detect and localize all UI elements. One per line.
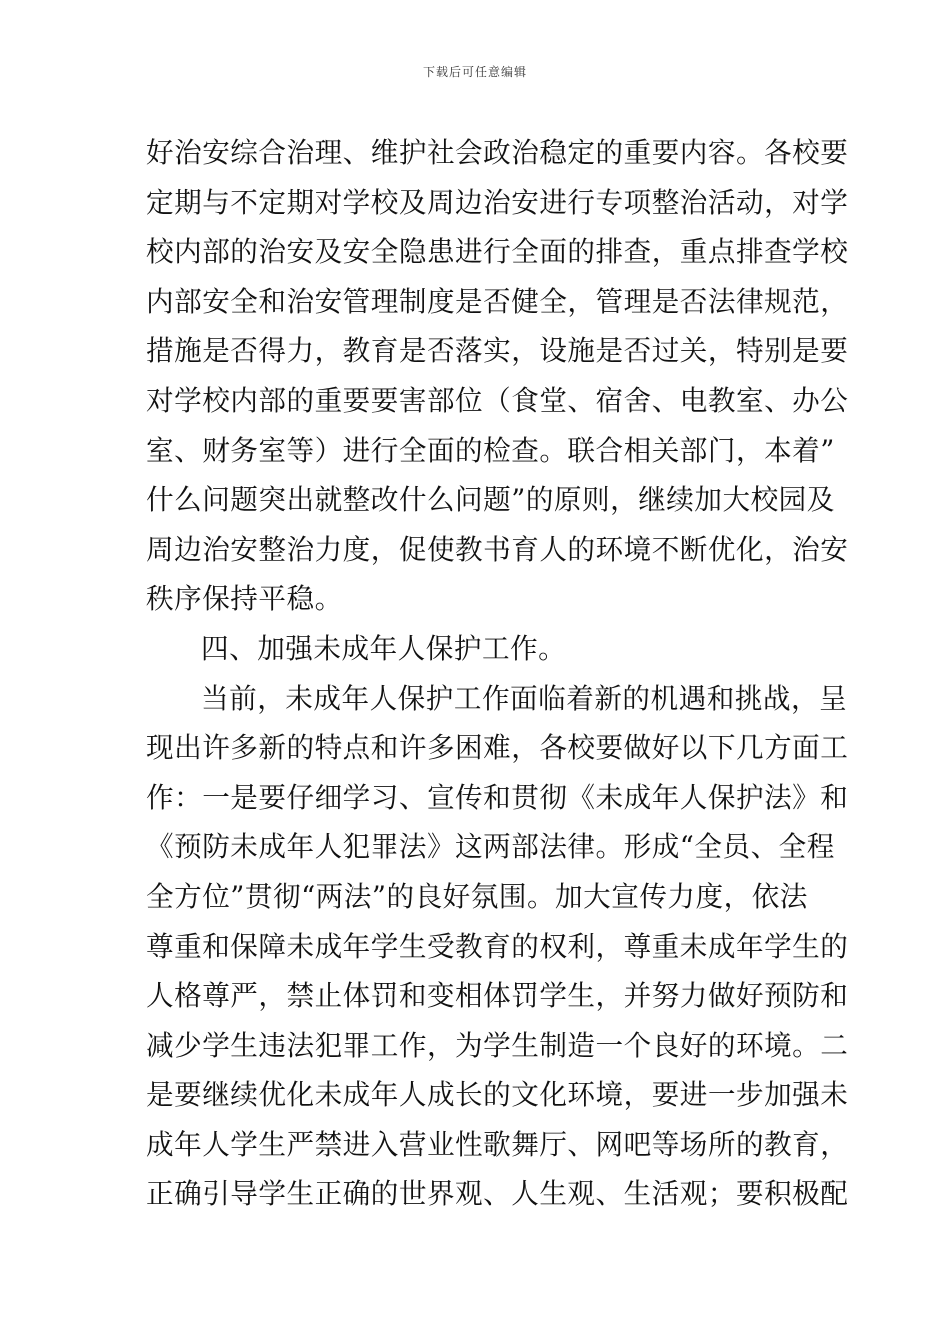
text-line: 内部安全和治安管理制度是否健全，管理是否法律规范， bbox=[146, 284, 849, 318]
text-line: 是要继续优化未成年人成长的文化环境，要进一步加强未 bbox=[146, 1078, 849, 1112]
text-line: 作：一是要仔细学习、宣传和贯彻《未成年人保护法》和 bbox=[146, 780, 849, 814]
text-line: 人格尊严，禁止体罚和变相体罚学生，并努力做好预防和 bbox=[146, 979, 849, 1013]
text-line: 室、财务室等）进行全面的检查。联合相关部门，本着” bbox=[146, 433, 835, 467]
text-line: 《预防未成年人犯罪法》这两部法律。形成“全员、全程 bbox=[146, 830, 835, 864]
text-line: 减少学生违法犯罪工作，为学生制造一个良好的环境。二 bbox=[146, 1028, 849, 1062]
text-line: 什么问题突出就整改什么问题”的原则，继续加大校园及 bbox=[146, 483, 835, 517]
document-body bbox=[146, 128, 849, 1219]
text-line: 全方位”贯彻“两法”的良好氛围。加大宣传力度，依法 bbox=[146, 879, 808, 913]
text-line: 成年人学生严禁进入营业性歌舞厅、网吧等场所的教育， bbox=[146, 1127, 849, 1161]
text-line: 尊重和保障未成年学生受教育的权利，尊重未成年学生的 bbox=[146, 929, 849, 963]
paragraph-security-rectification bbox=[146, 128, 849, 624]
section-heading bbox=[146, 624, 810, 674]
text-line: 周边治安整治力度，促使教书育人的环境不断优化，治安 bbox=[146, 532, 849, 566]
page-header: 下载后可任意编辑 bbox=[422, 65, 527, 79]
section-heading-text: 四、加强未成年人保护工作。 bbox=[201, 631, 567, 665]
text-line: 定期与不定期对学校及周边治安进行专项整治活动，对学 bbox=[146, 185, 849, 219]
text-line: 对学校内部的重要要害部位（食堂、宿舍、电教室、办公 bbox=[146, 383, 849, 417]
paragraph-minor-protection bbox=[146, 674, 849, 1220]
text-line: 现出许多新的特点和许多困难，各校要做好以下几方面工 bbox=[146, 731, 849, 765]
text-line: 措施是否得力，教育是否落实，设施是否过关，特别是要 bbox=[146, 334, 849, 368]
text-line: 好治安综合治理、维护社会政治稳定的重要内容。各校要 bbox=[146, 136, 849, 169]
text-line: 当前，未成年人保护工作面临着新的机遇和挑战，呈 bbox=[201, 681, 848, 715]
text-line: 校内部的治安及安全隐患进行全面的排查，重点排查学校 bbox=[146, 235, 849, 269]
text-line: 正确引导学生正确的世界观、人生观、生活观；要积极配 bbox=[146, 1177, 849, 1211]
text-line: 秩序保持平稳。 bbox=[146, 582, 343, 616]
